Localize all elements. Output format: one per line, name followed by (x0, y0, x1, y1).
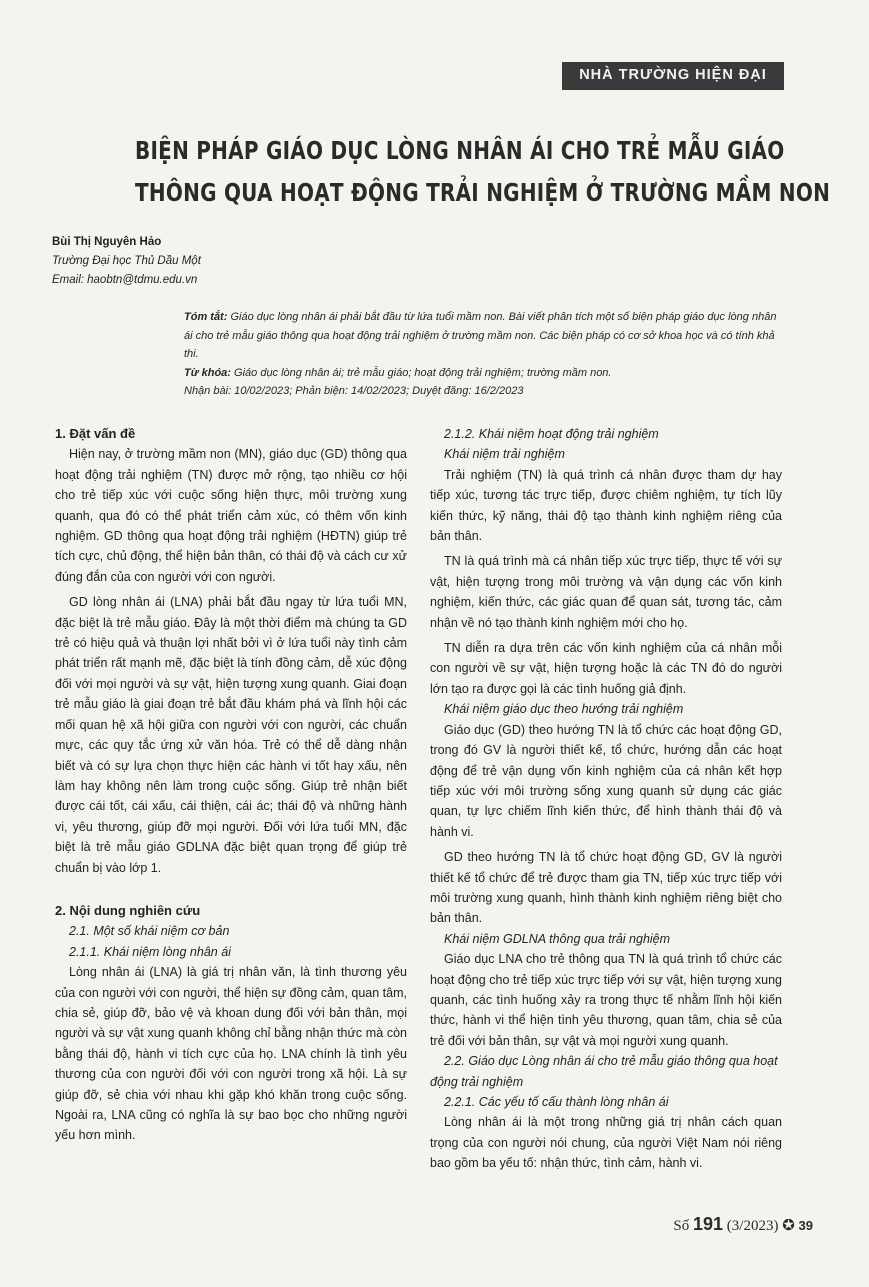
title-line-2: THÔNG QUA HOẠT ĐỘNG TRẢI NGHIỆM Ở TRƯỜNG MẦM NON (135, 178, 831, 207)
paragraph: GD theo hướng TN là tổ chức hoạt động GD, GV là người thiết kế tổ chức để trẻ được tham gia TN, tiếp xúc trực tiếp với môi trường xung quanh, hình thành kinh nghiệm riêng biệt cho bản thân. (430, 850, 782, 926)
heading-2-2-1: 2.2.1. Các yếu tố cấu thành lòng nhân ái (444, 1095, 669, 1109)
header-rule (562, 88, 784, 90)
subheading: Khái niệm GDLNA thông qua trải nghiệm (444, 931, 671, 946)
issue-number: 191 (692, 1214, 724, 1234)
paragraph: Trải nghiệm (TN) là quá trình cá nhân được tham dự hay tiếp xúc, tương tác trực tiếp, được chiêm nghiệm, tự tích lũy kiến thức, kỹ năng, thái độ tạo thành kinh nghiệm riêng của bản thân. (430, 467, 782, 544)
paragraph: Giáo dục LNA cho trẻ thông qua TN là quá trình tổ chức các hoạt động cho trẻ tiếp xúc trực tiếp với sự vật, hiện tượng xung quanh, các tình huống xảy ra trong thực tế nhằm lĩnh hội kiến thức, hành vi thể hiện tình yêu thương, quan tâm, chia sẻ của trẻ đối với bản thân, sự vật và mọi người xung quanh. (430, 952, 782, 1048)
abstract-keywords (184, 364, 784, 383)
separator-icon: ✪ (782, 1218, 795, 1234)
paragraph: Lòng nhân ái là một trong những giá trị nhân cách quan trọng của con người nói chung, của người Việt Nam nói riêng bao gồm ba yếu tố: nhận thức, tình cảm, hành vi. (430, 1115, 782, 1171)
keywords-label: Từ khóa: (184, 366, 231, 379)
keywords-text: Giáo dục lòng nhân ái; trẻ mẫu giáo; hoạt động trải nghiệm; trường mầm non. (234, 366, 612, 379)
author-name: Bùi Thị Nguyên Hảo (52, 236, 162, 248)
subheading: Khái niệm giáo dục theo hướng trải nghiệm (444, 702, 684, 717)
paragraph: Lòng nhân ái (LNA) là giá trị nhân văn, là tình thương yêu của con người với con người, thể hiện sự đồng cảm, quan tâm, chia sẻ, giúp đỡ, bảo vệ và khoan dung đối với bản thân, mọi người và sự vật xung quanh không chỉ bằng nhận thức mà còn bằng thái độ, hành vi tích cực của họ. LNA chính là tình yêu thương của con người đối với con người trong xã hội. Là sự giúp đỡ, sẻ chia với nhau khi gặp khó khăn trong cuộc sống. Ngoài ra, LNA cũng có nghĩa là sự bao bọc cho những người yếu hơn mình. (55, 965, 407, 1143)
heading-2-2: 2.2. Giáo dục Lòng nhân ái cho trẻ mẫu giáo thông qua hoạt động trải nghiệm (430, 1054, 778, 1089)
heading-2-1-2: 2.1.2. Khái niệm hoạt động trải nghiệm (444, 427, 659, 441)
issue-prefix: Số (673, 1218, 690, 1234)
abstract-dates: Nhận bài: 10/02/2023; Phản biện: 14/02/2023; Duyệt đăng: 16/2/2023 (184, 385, 524, 397)
section-header: NHÀ TRƯỜNG HIỆN ĐẠI (562, 62, 784, 88)
paragraph: TN là quá trình mà cá nhân tiếp xúc trực tiếp, thực tế với sự vật, hiện tượng trong môi trường và vận dụng các vốn kinh nghiệm, kiến thức, các giác quan để quan sát, tương tác, cảm nhận về nó tạo thành kinh nghiệm mới cho họ. (430, 554, 782, 630)
article-title (135, 130, 831, 214)
paragraph: GD lòng nhân ái (LNA) phải bắt đầu ngay từ lứa tuổi MN, đặc biệt là trẻ mẫu giáo. Đây là một thời điểm mà chúng ta GD trẻ có hiệu quả và thuận lợi nhất bởi vì ở lứa tuổi này tình cảm phát triển rất mạnh mẽ, đặc biệt là tính đồng cảm, dễ xúc động đối với mọi người và sự vật, hiện tượng xung quanh. Giai đoạn trẻ mẫu giáo là giai đoạn trẻ bắt đầu khám phá và lĩnh hội các mối quan hệ xã hội giữa con người với con người, các chuẩn mực, các quy tắc ứng xử văn hóa. Trẻ có thể dễ dàng nhận biết và có sự lựa chọn thực hiện các hành vi tốt hay xấu, nên làm hay không nên làm trong cuộc sống. Giúp trẻ nhận biết được cái tốt, cái xấu, cái thiện, cái ác; thái độ và những hành vi, yêu thương, giúp đỡ mọi người. Đối với lứa tuổi MN, đặc biệt là trẻ mẫu giáo GDLNA đặc biệt quan trọng để giúp trẻ chuẩn bị vào lớp 1. (55, 595, 407, 875)
page-footer (673, 1214, 813, 1235)
right-column (430, 424, 782, 1179)
heading-2: 2. Nội dung nghiên cứu (55, 902, 201, 918)
heading-2-1: 2.1. Một số khái niệm cơ bản (69, 924, 230, 939)
page-number: 39 (798, 1218, 813, 1233)
heading-1: 1. Đặt vấn đề (55, 426, 136, 441)
spacer (55, 883, 407, 901)
paragraph: TN diễn ra dựa trên các vốn kinh nghiệm của cá nhân mỗi con người về sự vật, hiện tượng hoặc là các TN đó do người lớn tạo ra được gọi là các tình huống giả định. (430, 641, 782, 696)
author-block (52, 233, 201, 290)
title-line-1: BIỆN PHÁP GIÁO DỤC LÒNG NHÂN ÁI CHO TRẺ MẪU GIÁO (135, 136, 785, 165)
summary-label: Tóm tắt: (184, 311, 228, 323)
abstract-block (184, 308, 784, 401)
summary-text: Giáo dục lòng nhân ái phải bắt đầu từ lứa tuổi mầm non. Bài viết phân tích một số biện pháp giáo dục lòng nhân ái cho trẻ mẫu giáo thông qua hoạt động trải nghiệm ở trường mầm non. Các biện pháp có cơ sở khoa học và có tính khả thi. (184, 311, 777, 360)
author-email: Email: haobtn@tdmu.edu.vn (52, 274, 198, 286)
subheading: Khái niệm trải nghiệm (444, 447, 565, 462)
left-column (55, 424, 407, 1151)
paragraph: Giáo dục (GD) theo hướng TN là tổ chức các hoạt động GD, trong đó GV là người thiết kế, tổ chức, hướng dẫn các hoạt động để trẻ vận dụng vốn kinh nghiệm của cá nhân kết hợp tiếp xúc với môi trường sống xung quanh sử dụng các giác quan, tự lực chiếm lĩnh kiến thức, để hình thành thái độ và hành vi. (430, 722, 782, 839)
author-affiliation: Trường Đại học Thủ Dầu Một (52, 255, 201, 267)
paragraph: Hiện nay, ở trường mầm non (MN), giáo dục (GD) thông qua hoạt động trải nghiệm (TN) được mở rộng, tạo nhiều cơ hội cho trẻ tiếp xúc với cuộc sống hiện thực, môi trường xung quanh, qua đó có thể phát triển cảm xúc, có thêm vốn kinh nghiệm. GD thông qua hoạt động trải nghiệm (HĐTN) giúp trẻ tích cực, chủ động, thể hiện bản thân, có thái độ và cách cư xử đúng đắn của con người với con người. (55, 447, 407, 584)
issue-date: (3/2023) (726, 1218, 779, 1234)
heading-2-1-1: 2.1.1. Khái niệm lòng nhân ái (69, 944, 231, 959)
abstract-summary (184, 308, 784, 364)
